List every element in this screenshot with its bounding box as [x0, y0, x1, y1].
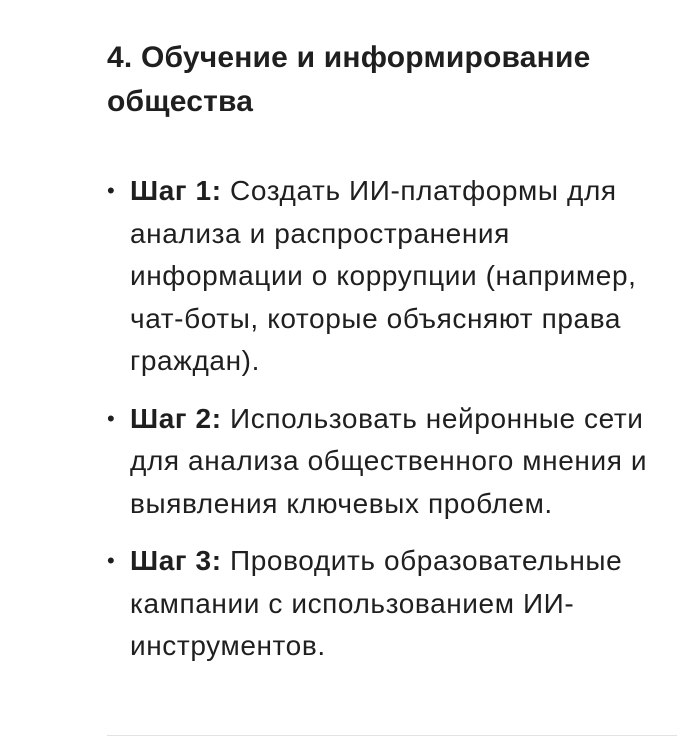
step-label: Шаг 1:	[130, 175, 231, 206]
bullet-icon: •	[107, 178, 116, 203]
bullet-icon: •	[107, 405, 116, 431]
step-text: Использовать нейронные сети для анализа общественного мнения и выявления ключевых проблем.	[130, 402, 648, 519]
step-label: Шаг 2:	[130, 402, 231, 434]
content-section	[107, 36, 677, 683]
divider	[107, 735, 677, 736]
list-item-step-3	[107, 540, 677, 668]
list-item-step-1	[107, 170, 677, 383]
step-label: Шаг 3:	[130, 545, 231, 576]
section-title: 4. Обучение и информирование общества	[107, 41, 591, 118]
step-text: Проводить образовательные кампании с использованием ИИ-инструментов.	[130, 545, 623, 661]
bullet-icon: •	[107, 548, 116, 573]
list-item-step-2	[107, 398, 677, 526]
step-text: Создать ИИ-платформы для анализа и распространения информации о коррупции (например, чат-боты, которые объясняют права граждан).	[130, 175, 637, 376]
steps-list	[107, 170, 677, 668]
